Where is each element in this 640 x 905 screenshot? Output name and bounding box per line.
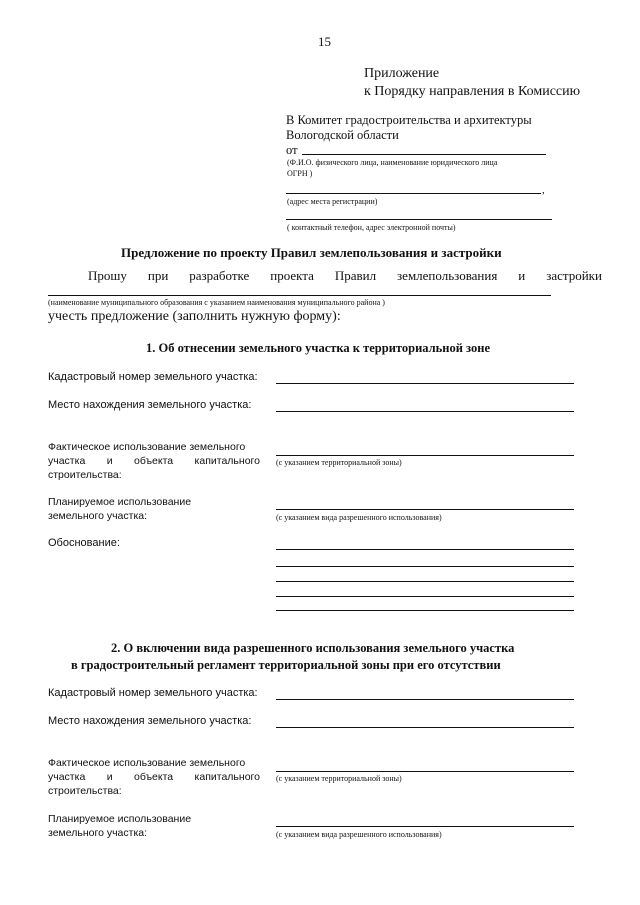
s2-planned-use-line1: Планируемое использование <box>48 813 192 825</box>
section2-title-line1: 2. О включении вида разрешенного использования земельного участка <box>111 641 515 655</box>
s1-planned-use-line1: Планируемое использование <box>48 496 192 508</box>
request-word: проекта <box>270 268 314 283</box>
address-comma: , <box>542 184 545 196</box>
request-word: и <box>518 268 526 283</box>
s2-actual-use-line1: Фактическое использование земельного <box>48 757 246 769</box>
s2-location-field[interactable] <box>276 727 574 728</box>
s1-justification-field-4[interactable] <box>276 596 574 597</box>
municipality-field-line[interactable] <box>48 295 551 296</box>
s2-cadastral-field[interactable] <box>276 699 574 700</box>
s1-actual-use-word: объекта <box>133 455 174 467</box>
s1-cadastral-label: Кадастровый номер земельного участка: <box>48 371 258 383</box>
s2-actual-use-hint: (с указанием территориальной зоны) <box>276 774 402 783</box>
s1-actual-use-line2 <box>48 455 260 467</box>
request-word: землепользования <box>397 268 498 283</box>
request-word: застройки <box>546 268 602 283</box>
s1-planned-use-line2: земельного участка: <box>48 510 148 522</box>
s1-justification-field-5[interactable] <box>276 610 574 611</box>
s1-cadastral-field[interactable] <box>276 383 574 384</box>
request-word: при <box>147 268 169 283</box>
contact-field-line[interactable] <box>286 219 552 220</box>
s2-planned-use-field[interactable] <box>276 826 574 827</box>
s1-actual-use-line3: строительства: <box>48 469 122 481</box>
s1-justification-field-3[interactable] <box>276 581 574 582</box>
request-word: Прошу <box>88 268 127 283</box>
request-sentence <box>88 268 602 284</box>
s2-actual-use-word: капитального <box>194 771 260 783</box>
s1-actual-use-hint: (с указанием территориальной зоны) <box>276 458 402 467</box>
appendix-subtitle: к Порядку направления в Комиссию <box>364 84 581 99</box>
s2-actual-use-word: участка <box>48 771 86 783</box>
address-field-line[interactable] <box>286 193 541 194</box>
s1-actual-use-word: капитального <box>194 455 260 467</box>
appendix-title: Приложение <box>364 66 440 81</box>
s1-location-label: Место нахождения земельного участка: <box>48 399 252 411</box>
fio-hint-1: (Ф.И.О. физического лица, наименование юридического лица <box>287 158 498 167</box>
s1-justification-label: Обоснование: <box>48 537 120 549</box>
s1-actual-use-word: участка <box>48 455 86 467</box>
section2-title-line2: в градостроительный регламент территориальной зоны при его отсутствии <box>71 658 501 672</box>
s1-location-field[interactable] <box>276 411 574 412</box>
s1-justification-field-1[interactable] <box>276 549 574 550</box>
contact-hint: ( контактный телефон, адрес электронной почты) <box>287 223 456 232</box>
s2-actual-use-line3: строительства: <box>48 785 122 797</box>
s2-actual-use-word: объекта <box>133 771 174 783</box>
addressee-line2: Вологодской области <box>286 128 399 142</box>
from-field-line[interactable] <box>302 154 546 155</box>
main-title: Предложение по проекту Правил землепользования и застройки <box>121 245 502 260</box>
addressee-line1: В Комитет градостроительства и архитектуры <box>286 113 532 127</box>
s1-planned-use-field[interactable] <box>276 509 574 510</box>
page-number: 15 <box>318 34 331 49</box>
s2-cadastral-label: Кадастровый номер земельного участка: <box>48 687 258 699</box>
s2-actual-use-line2 <box>48 771 260 783</box>
s2-actual-use-word: и <box>106 771 113 783</box>
s2-planned-use-line2: земельного участка: <box>48 827 148 839</box>
s2-planned-use-hint: (с указанием вида разрешенного использования) <box>276 830 442 839</box>
request-word: разработке <box>189 268 250 283</box>
s1-actual-use-line1: Фактическое использование земельного <box>48 441 246 453</box>
from-label: от <box>286 143 298 157</box>
request-word: Правил <box>334 268 377 283</box>
s2-location-label: Место нахождения земельного участка: <box>48 715 252 727</box>
s1-actual-use-word: и <box>106 455 113 467</box>
fio-hint-2: ОГРН ) <box>287 169 313 178</box>
consider-text: учесть предложение (заполнить нужную форму): <box>48 309 341 324</box>
section1-title: 1. Об отнесении земельного участка к территориальной зоне <box>146 341 490 355</box>
s1-actual-use-field[interactable] <box>276 455 574 456</box>
s1-justification-field-2[interactable] <box>276 566 574 567</box>
s1-planned-use-hint: (с указанием вида разрешенного использования) <box>276 513 442 522</box>
s2-actual-use-field[interactable] <box>276 771 574 772</box>
address-hint: (адрес места регистрации) <box>287 197 378 206</box>
municipality-hint: (наименование муниципального образования с указанием наименования муниципального района ) <box>48 298 385 307</box>
